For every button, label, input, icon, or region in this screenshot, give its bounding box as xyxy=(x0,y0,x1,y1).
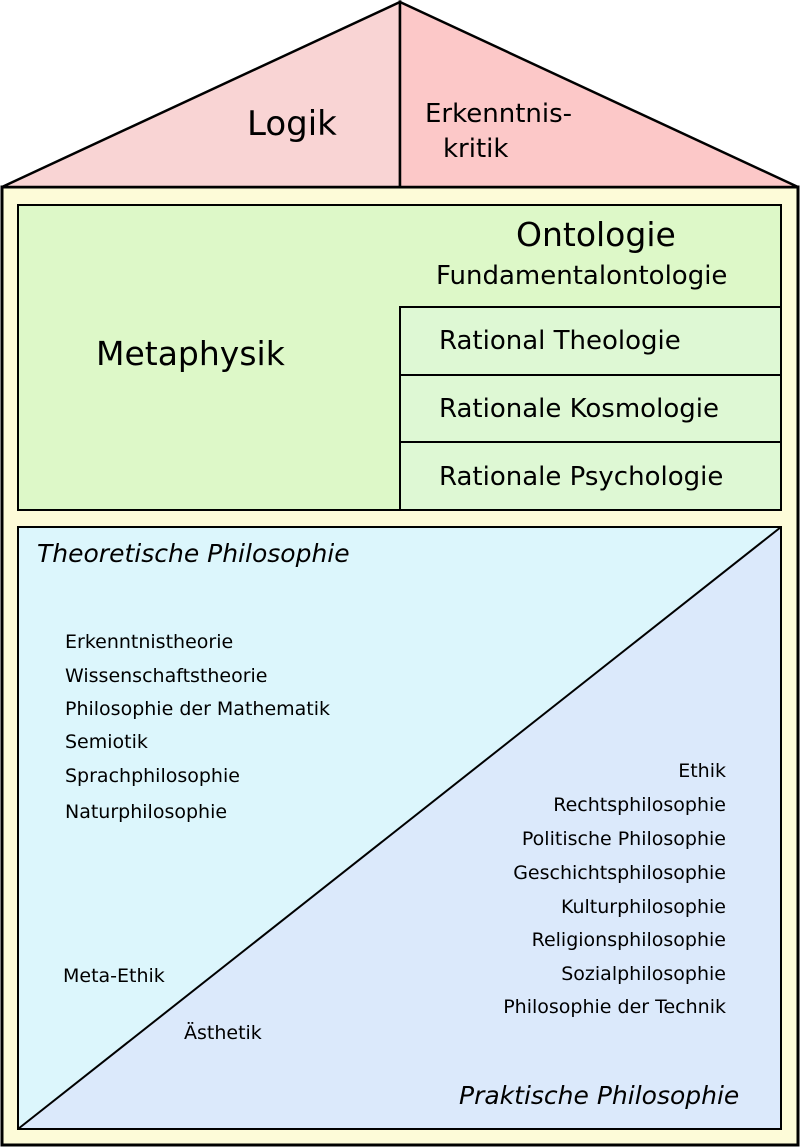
erkenntniskritik-label-line2: kritik xyxy=(443,134,509,164)
practical-item: Ethik xyxy=(678,760,726,782)
rational-psychologie-label: Rationale Psychologie xyxy=(439,462,724,492)
metaphysik-label: Metaphysik xyxy=(96,334,285,373)
practical-title: Praktische Philosophie xyxy=(459,1081,740,1110)
theoretical-item: Naturphilosophie xyxy=(65,801,228,823)
theoretical-item: Erkenntnistheorie xyxy=(65,631,234,653)
ontologie-label: Ontologie xyxy=(516,215,676,254)
practical-item: Politische Philosophie xyxy=(521,828,726,850)
logik-label: Logik xyxy=(247,104,337,144)
practical-item: Rechtsphilosophie xyxy=(553,794,726,816)
meta-ethik-label: Meta-Ethik xyxy=(63,965,165,987)
theoretical-title: Theoretische Philosophie xyxy=(37,539,350,568)
rational-theologie-label: Rational Theologie xyxy=(439,326,681,356)
theoretical-item: Philosophie der Mathematik xyxy=(65,698,331,720)
roof-left xyxy=(2,2,400,187)
theoretical-item: Wissenschaftstheorie xyxy=(65,665,268,687)
theoretical-item: Semiotik xyxy=(65,731,148,753)
fundamentalontologie-label: Fundamentalontologie xyxy=(436,261,728,291)
practical-item: Geschichtsphilosophie xyxy=(513,862,726,884)
rational-kosmologie-label: Rationale Kosmologie xyxy=(439,394,719,424)
theoretical-item: Sprachphilosophie xyxy=(65,765,240,787)
erkenntniskritik-label-line1: Erkenntnis- xyxy=(425,99,573,129)
practical-item: Philosophie der Technik xyxy=(503,996,726,1018)
practical-item: Religionsphilosophie xyxy=(531,929,726,951)
practical-item: Sozialphilosophie xyxy=(561,963,726,985)
aesthetik-label: Ästhetik xyxy=(184,1022,262,1044)
practical-item: Kulturphilosophie xyxy=(560,896,726,918)
